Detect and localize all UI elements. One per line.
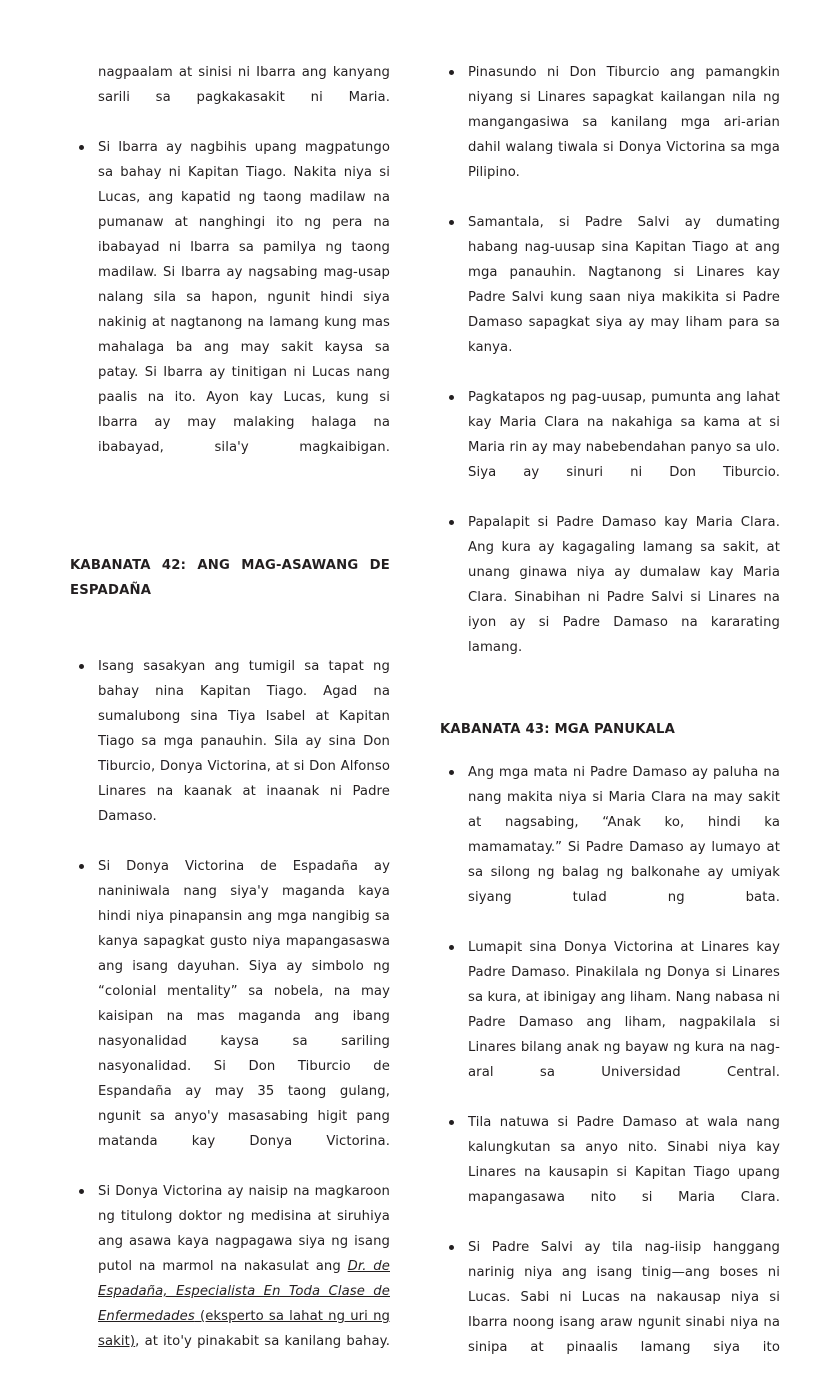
chapter-heading-42-text: KABANATA 42: ANG MAG-ASAWANG DE ESPADAÑA [70,558,390,598]
italic-underlined-title: Dr. de Espadaña, Especialista En Toda Clase de Enfermedades [98,1259,390,1324]
right-bullet-list-top [440,60,780,685]
heading-spacer-top [440,685,780,717]
list-item [98,135,390,485]
list-item-text: Si Donya Victorina de Espadaña ay naniniwala nang siya'y maganda kaya hindi niya pinapansin ang mga nangibig sa kanya sapagkat gusto niya mapangasaswa ang isang dayuhan. Siya ay simbolo ng “colonial mentality” sa nobela, na may kaisipan na mas maganda ang ibang nasyonalidad kaysa sa sariling nasyonalidad. Si Don Tiburcio de Espandaña ay may 35 taong gulang, ngunit sa anyo'y masasabing higit pang matanda kay Donya Victorina. [98,859,390,1149]
two-column-layout [70,60,780,1385]
chapter-heading-42 [70,553,390,628]
continued-paragraph: nagpaalam at sinisi ni Ibarra ang kanyang sarili sa pagkakasakit ni Maria. [98,65,390,105]
chapter-heading-43 [440,717,780,742]
list-item [468,760,780,935]
list-item-text [98,1179,390,1379]
emphasis-run-plain-end: , at ito'y pinakabit sa kanilang bahay. [135,1334,390,1349]
list-item-text: Ang mga mata ni Padre Damaso ay paluha na nang makita niya si Maria Clara na may sakit at nagsabing, “Anak ko, hindi ka mamamatay.” Si Padre Damaso ay lumayo at sa silong ng balag ng balkonahe ay umiyak siyang tulad ng bata. [468,765,780,905]
list-item-with-emphasis [98,1179,390,1379]
list-item [468,1110,780,1235]
list-item [98,654,390,854]
list-item-text: Tila natuwa si Padre Damaso at wala nang kalungkutan sa anyo nito. Sinabi niya kay Linares na kausapin si Kapitan Tiago upang mapangasawa nito si Maria Clara. [468,1115,780,1205]
left-column [70,60,390,1379]
heading-spacer-top [70,485,390,553]
list-item [468,935,780,1110]
chapter-heading-43-text: KABANATA 43: MGA PANUKALA [440,722,676,737]
list-item [468,510,780,685]
right-bullet-list-bottom [440,760,780,1385]
list-item-text: Isang sasakyan ang tumigil sa tapat ng bahay nina Kapitan Tiago. Agad na sumalubong sina Tiya Isabel at Kapitan Tiago sa mga panauhin. Sila ay sina Don Tiburcio, Donya Victorina, at si Don Alfonso Linares na kaanak at inaanak ni Padre Damaso. [98,659,390,824]
heading-spacer-bottom [440,742,780,760]
underlined-gloss: (eksperto sa lahat ng uri ng sakit) [98,1309,390,1349]
list-item-text: Si Padre Salvi ay tila nag-iisip hanggang narinig niya ang isang tinig—ang boses ni Lucas. Sabi ni Lucas na nakausap niya si Ibarra noong isang araw ngunit sinabi niya na sinipa at pinaalis lamang siya ito [468,1240,780,1355]
list-item-text: Pinasundo ni Don Tiburcio ang pamangkin niyang si Linares sapagkat kailangan nila ng mangangasiwa sa kanilang mga ari-arian dahil walang tiwala si Donya Victorina sa mga Pilipino. [468,65,780,180]
list-item-text: Si Ibarra ay nagbihis upang magpatungo sa bahay ni Kapitan Tiago. Nakita niya si Lucas, ang kapatid ng taong madilaw na pumanaw at nanghingi ito ng pera na ibabayad ni Ibarra sa pamilya ng taong madilaw. Si Ibarra ay nagsabing mag-usap nalang sila sa hapon, ngunit hindi siya nakinig at nagtanong na lamang kung mas mahalaga ba ang may sakit kaysa sa patay. Si Ibarra ay tinitigan ni Lucas nang paalis na ito. Ayon kay Lucas, kung si Ibarra ay may malaking halaga na ibabayad, sila'y magkaibigan. [98,140,390,455]
list-item [468,385,780,510]
list-item-text: Papalapit si Padre Damaso kay Maria Clara. Ang kura ay kagagaling lamang sa sakit, at unang ginawa niya ay dumalaw kay Maria Clara. Sinabihan ni Padre Salvi si Linares na iyon ay si Padre Damaso na kararating lamang. [468,515,780,655]
list-item [468,210,780,385]
list-item-text: Samantala, si Padre Salvi ay dumating habang nag-uusap sina Kapitan Tiago at ang mga panauhin. Nagtanong si Linares kay Padre Salvi kung saan niya makikita si Padre Damaso sapagkat siya ay may liham para sa kanya. [468,215,780,355]
list-item [98,854,390,1179]
heading-spacer-bottom [70,628,390,654]
right-column [440,60,780,1385]
list-item-text: Lumapit sina Donya Victorina at Linares kay Padre Damaso. Pinakilala ng Donya si Linares sa kura, at ibinigay ang liham. Nang nabasa ni Padre Damaso ang liham, nagpakilala si Linares bilang anak ng bayaw ng kura na nag-aral sa Universidad Central. [468,940,780,1080]
list-item [468,60,780,210]
list-item [468,1235,780,1385]
emphasis-run-plain-start: Si Donya Victorina ay naisip na magkaroon ng titulong doktor ng medisina at siruhiya ang asawa kaya nagpagawa siya ng isang putol na marmol na nakasulat ang [98,1184,390,1274]
list-item-text: Pagkatapos ng pag-uusap, pumunta ang lahat kay Maria Clara na nakahiga sa kama at si Maria rin ay may nabebendahan panyo sa ulo. Siya ay sinuri ni Don Tiburcio. [468,390,780,480]
left-bullet-list-bottom [70,654,390,1379]
left-bullet-list-top [70,135,390,485]
